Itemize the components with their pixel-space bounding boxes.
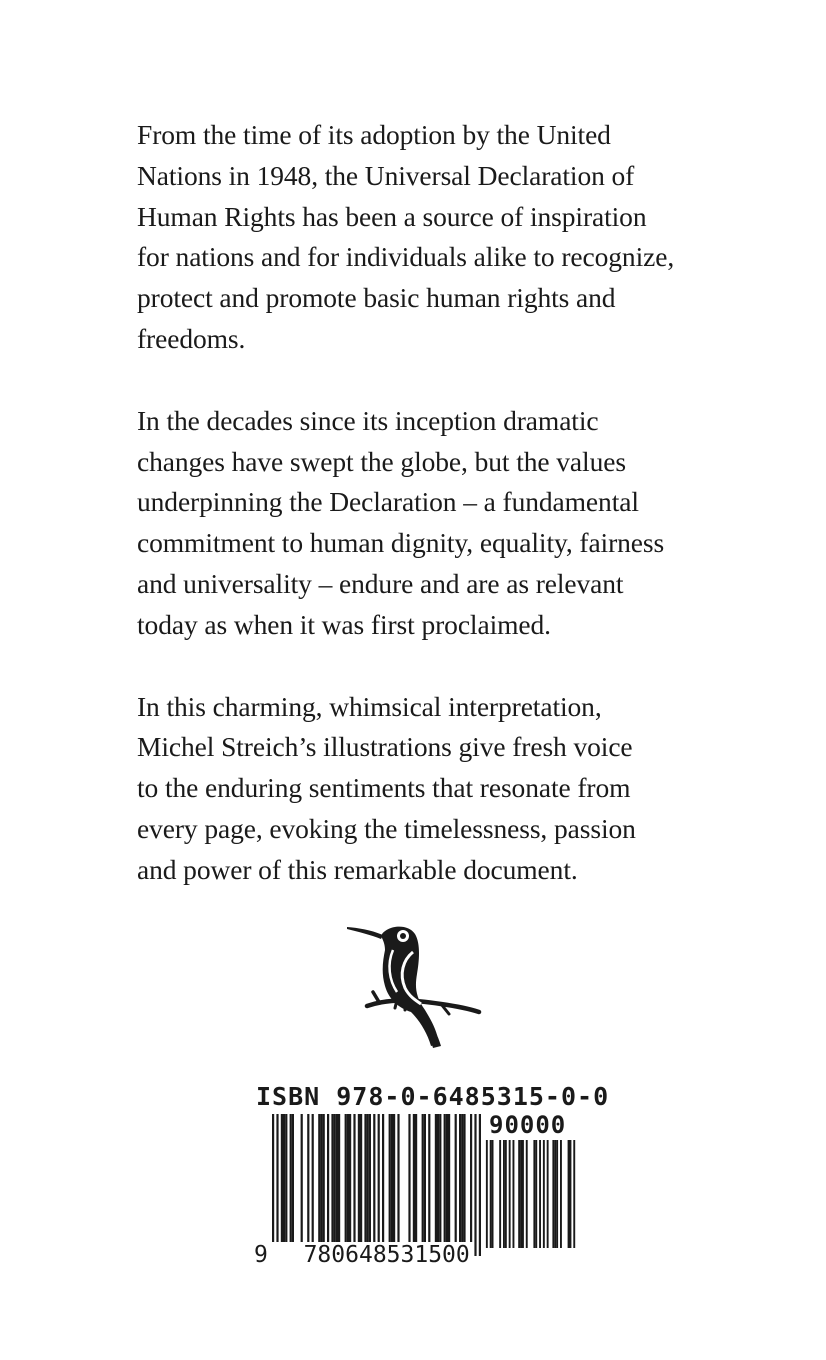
- cover-blurb: [137, 115, 737, 932]
- barcode-bar: [415, 1114, 417, 1242]
- barcode-bar: [334, 1114, 336, 1242]
- barcode-bar: [435, 1114, 437, 1242]
- isbn-text: ISBN 978-0-6485315-0-0: [256, 1082, 610, 1111]
- barcode-bar: [444, 1114, 446, 1242]
- blurb-line: freedoms.: [137, 322, 246, 354]
- blurb-line: and power of this remarkable document.: [137, 853, 578, 885]
- barcode-addon-text: 90000: [489, 1111, 567, 1139]
- barcode-addon-bar: [543, 1140, 545, 1248]
- barcode-bar: [369, 1114, 371, 1242]
- blurb-line: Human Rights has been a source of inspiration: [137, 200, 647, 232]
- barcode-bar: [276, 1114, 278, 1256]
- barcode-bar: [397, 1114, 399, 1242]
- blurb-paragraph-2: [137, 401, 737, 646]
- barcode-bar: [413, 1114, 415, 1242]
- barcode-bar: [448, 1114, 450, 1242]
- bird-on-branch-icon: [345, 920, 485, 1050]
- barcode-bar: [373, 1114, 375, 1256]
- barcode-bar: [318, 1114, 320, 1242]
- blurb-line: for nations and for individuals alike to recognize,: [137, 241, 675, 273]
- barcode-bar: [367, 1114, 369, 1242]
- barcode-addon-bar: [522, 1140, 524, 1248]
- barcode-addon-bar: [492, 1140, 494, 1248]
- barcode-bar: [312, 1114, 314, 1242]
- barcode-bar: [391, 1114, 393, 1242]
- blurb-line: From the time of its adoption by the United: [137, 119, 611, 150]
- blurb-paragraph-1: [137, 115, 737, 360]
- barcode-addon-bar: [503, 1140, 505, 1248]
- barcode-bar: [470, 1114, 472, 1242]
- barcode-addon-bar: [499, 1140, 501, 1248]
- barcode-bar: [378, 1114, 380, 1256]
- publisher-logo: [345, 920, 485, 1050]
- barcode-addon-bar: [570, 1140, 572, 1248]
- barcode-bar: [382, 1114, 384, 1242]
- barcode-bar: [353, 1114, 355, 1242]
- isbn-barcode: [252, 1082, 610, 1272]
- barcode-bar: [307, 1114, 309, 1242]
- barcode-bar: [424, 1114, 426, 1242]
- barcode-addon-bar: [513, 1140, 515, 1248]
- barcode-addon-bar: [568, 1140, 570, 1248]
- barcode-bar: [408, 1114, 410, 1242]
- barcode-bar: [338, 1114, 340, 1242]
- barcode-addon-bar: [505, 1140, 507, 1248]
- barcode-bar: [327, 1114, 329, 1242]
- blurb-line: changes have swept the globe, but the values: [137, 445, 626, 477]
- barcode-bar: [285, 1114, 287, 1242]
- barcode-bar: [347, 1114, 349, 1242]
- blurb-line: Michel Streich’s illustrations give fresh voice: [137, 731, 633, 763]
- barcode-bar: [281, 1114, 283, 1242]
- barcode-bar: [422, 1114, 424, 1242]
- blurb-line: In this charming, whimsical interpretation,: [137, 690, 602, 722]
- barcode-bar: [393, 1114, 395, 1242]
- barcode-addon-bar: [509, 1140, 511, 1248]
- barcode-bar: [446, 1114, 448, 1242]
- barcode-addon-bar: [547, 1140, 549, 1248]
- barcode-bar: [461, 1114, 463, 1242]
- barcode-number: 780648531500: [303, 1242, 470, 1268]
- blurb-line: and universality – endure and are as relevant: [137, 567, 624, 599]
- barcode-addon-bar: [552, 1140, 554, 1248]
- barcode-bar: [323, 1114, 325, 1242]
- barcode-bar: [439, 1114, 441, 1242]
- barcode-bar: [349, 1114, 351, 1242]
- blurb-line: every page, evoking the timelessness, passion: [137, 812, 636, 844]
- barcode-bar: [463, 1114, 465, 1242]
- barcode-addon-bar: [526, 1140, 528, 1248]
- barcode-addon-bar: [533, 1140, 535, 1248]
- barcode-bar: [459, 1114, 461, 1242]
- blurb-line: underpinning the Declaration – a fundamental: [137, 486, 639, 518]
- blurb-line: protect and promote basic human rights and: [137, 282, 616, 314]
- barcode-addon-bar: [560, 1140, 562, 1248]
- barcode-bar: [345, 1114, 347, 1242]
- barcode-addon-bar: [554, 1140, 556, 1248]
- blurb-line: In the decades since its inception dramatic: [137, 404, 599, 436]
- barcode-bar: [301, 1114, 303, 1242]
- barcode-bar: [292, 1114, 294, 1242]
- barcode-bar: [360, 1114, 362, 1242]
- barcode-bar: [437, 1114, 439, 1242]
- blurb-line: commitment to human dignity, equality, fairness: [137, 527, 665, 559]
- barcode-bar: [290, 1114, 292, 1242]
- barcode-addon-bar: [520, 1140, 522, 1248]
- barcode-lead-digit: 9: [254, 1242, 268, 1268]
- barcode-addon-bar: [490, 1140, 492, 1248]
- barcode-bar: [272, 1114, 274, 1256]
- barcode-digits: [254, 1242, 470, 1268]
- blurb-paragraph-3: [137, 687, 737, 891]
- barcode-bar: [389, 1114, 391, 1242]
- barcode-addon-bar: [535, 1140, 537, 1248]
- barcode-bar: [455, 1114, 457, 1242]
- barcode-bar: [474, 1114, 476, 1256]
- barcode-bar: [283, 1114, 285, 1242]
- blurb-line: Nations in 1948, the Universal Declaration of: [137, 159, 635, 191]
- barcode-addon-bar: [556, 1140, 558, 1248]
- barcode-bar: [336, 1114, 338, 1242]
- barcode-addon-bar: [539, 1140, 541, 1248]
- barcode-bar: [479, 1114, 481, 1256]
- barcode-addon-bar: [486, 1140, 488, 1248]
- barcode-bar: [320, 1114, 322, 1242]
- barcode-addon-bar: [573, 1140, 575, 1248]
- barcode-bar: [428, 1114, 430, 1242]
- barcode-bar: [364, 1114, 366, 1242]
- blurb-line: today as when it was first proclaimed.: [137, 608, 551, 640]
- blurb-line: to the enduring sentiments that resonate from: [137, 772, 631, 804]
- barcode-bar: [331, 1114, 333, 1242]
- barcode-bar: [358, 1114, 360, 1242]
- barcode-addon-bar: [518, 1140, 520, 1248]
